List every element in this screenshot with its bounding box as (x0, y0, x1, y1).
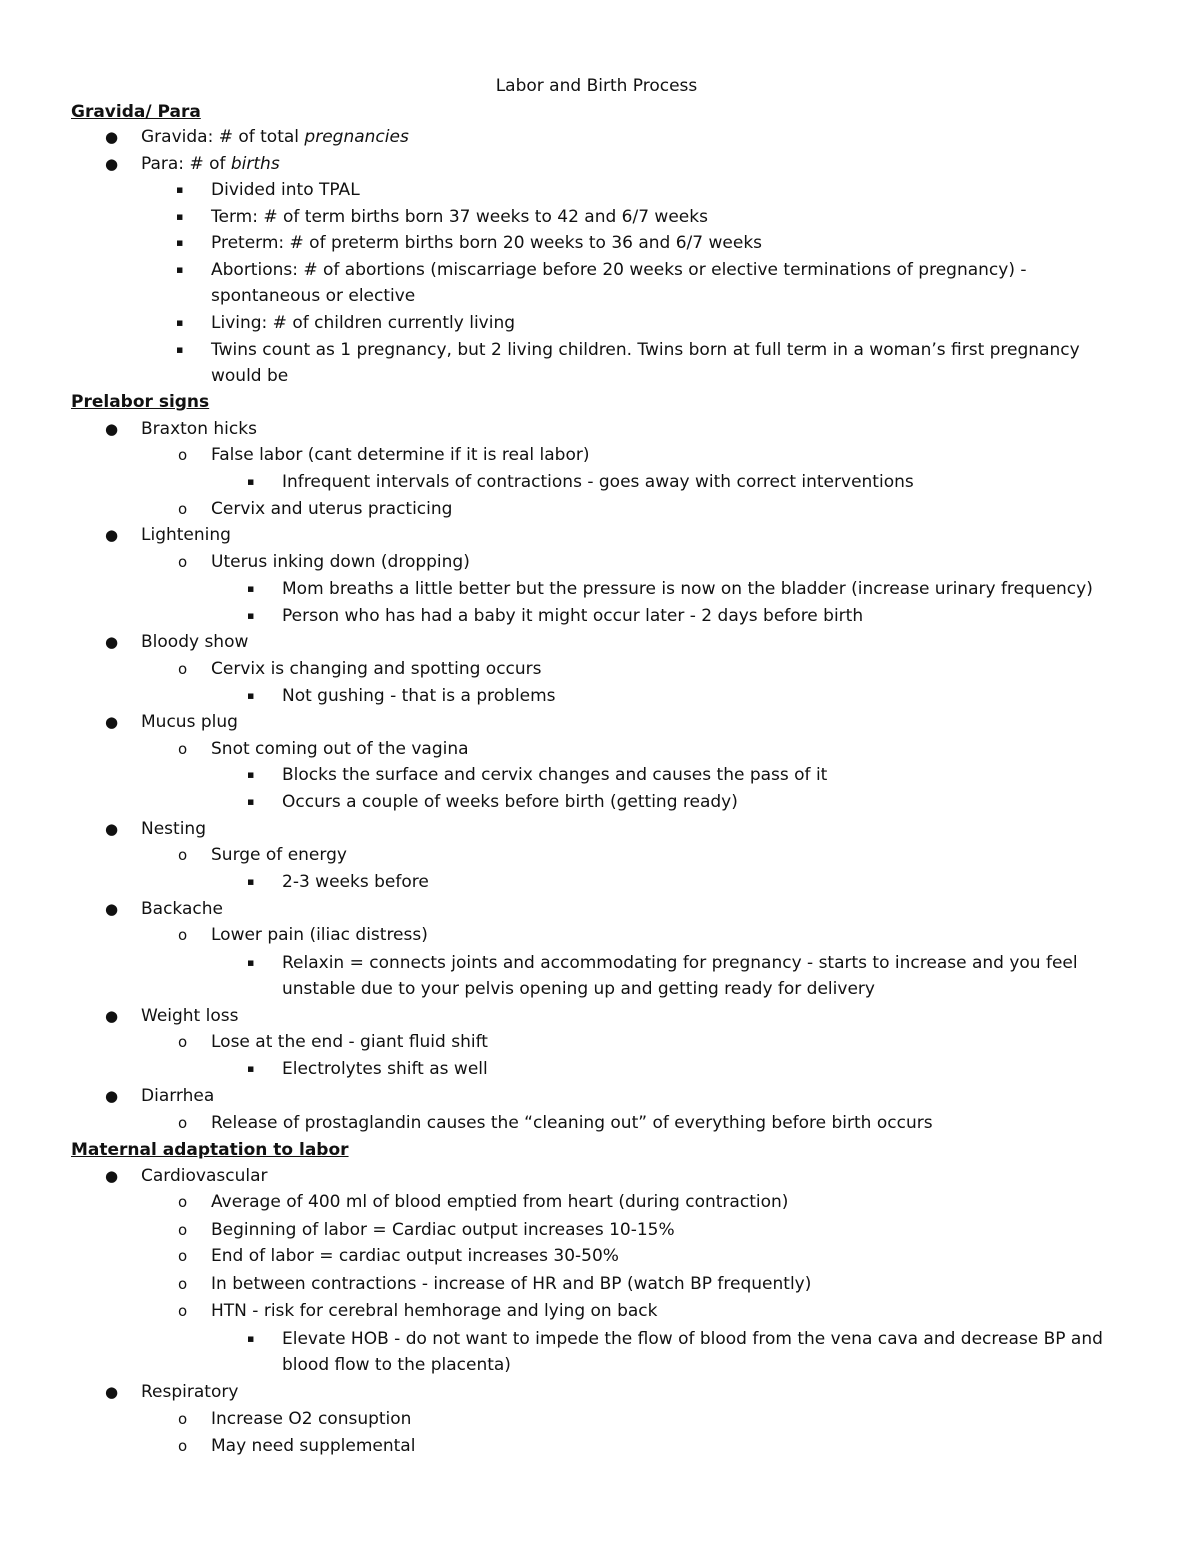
list-item: ● Nesting (141, 816, 206, 843)
bullet-marker: ● (105, 1383, 119, 1401)
circle-marker: o (178, 1275, 188, 1293)
circle-marker: o (178, 553, 188, 571)
list-item: ▪ Term: # of term births born 37 weeks to 42 and 6/7 weeks (211, 204, 708, 231)
list-item: o False labor (cant determine if it is real labor) (211, 442, 590, 469)
bullet-marker: ● (105, 420, 119, 438)
list-item: ● Bloody show (141, 629, 248, 656)
list-item: ● Braxton hicks (141, 416, 257, 443)
list-item: o Release of prostaglandin causes the “cleaning out” of everything before birth occurs (211, 1110, 933, 1137)
list-item: ● Cardiovascular (141, 1163, 267, 1190)
document-title: Labor and Birth Process (495, 76, 698, 96)
circle-marker: o (178, 1302, 188, 1320)
square-marker: ▪ (247, 689, 255, 702)
list-item: o Lower pain (iliac distress) (211, 922, 428, 949)
list-item: o Surge of energy (211, 842, 347, 869)
list-item: ● Gravida: # of total pregnancies (141, 124, 409, 151)
list-item-continued: unstable due to your pelvis opening up and getting ready for delivery (282, 979, 875, 999)
square-marker: ▪ (247, 475, 255, 488)
circle-marker: o (178, 1114, 188, 1132)
list-item: o End of labor = cardiac output increases 30-50% (211, 1243, 619, 1270)
list-item-continued: would be (211, 366, 289, 386)
square-marker: ▪ (176, 316, 184, 329)
list-item-continued: spontaneous or elective (211, 286, 416, 306)
bullet-marker: ● (105, 1087, 119, 1105)
list-item-continued: blood flow to the placenta) (282, 1355, 511, 1375)
circle-marker: o (178, 1410, 188, 1428)
bullet-marker: ● (105, 713, 119, 731)
list-item: ▪ Not gushing - that is a problems (282, 683, 556, 710)
circle-marker: o (178, 926, 188, 944)
bullet-marker: ● (105, 128, 119, 146)
circle-marker: o (178, 1221, 188, 1239)
list-item: ● Backache (141, 896, 223, 923)
list-item: ▪ Mom breaths a little better but the pressure is now on the bladder (increase urinary frequency) (282, 576, 1093, 603)
bullet-marker: ● (105, 633, 119, 651)
bullet-marker: ● (105, 820, 119, 838)
heading-maternal-adaptation: Maternal adaptation to labor (71, 1140, 349, 1160)
square-marker: ▪ (247, 795, 255, 808)
list-item: ● Mucus plug (141, 709, 238, 736)
bullet-marker: ● (105, 1167, 119, 1185)
list-item: ● Weight loss (141, 1003, 238, 1030)
list-item: o Increase O2 consuption (211, 1406, 411, 1433)
square-marker: ▪ (176, 343, 184, 356)
square-marker: ▪ (176, 236, 184, 249)
bullet-marker: ● (105, 526, 119, 544)
bullet-marker: ● (105, 900, 119, 918)
square-marker: ▪ (176, 183, 184, 196)
bullet-marker: ● (105, 1007, 119, 1025)
square-marker: ▪ (176, 210, 184, 223)
square-marker: ▪ (247, 1332, 255, 1345)
list-item: ▪ Living: # of children currently living (211, 310, 515, 337)
list-item: ▪ Person who has had a baby it might occur later - 2 days before birth (282, 603, 863, 630)
square-marker: ▪ (247, 875, 255, 888)
list-item: o Snot coming out of the vagina (211, 736, 469, 763)
list-item: ▪ Divided into TPAL (211, 177, 360, 204)
heading-prelabor-signs: Prelabor signs (71, 392, 210, 412)
list-item: o Uterus inking down (dropping) (211, 549, 470, 576)
list-item: ● Respiratory (141, 1379, 238, 1406)
square-marker: ▪ (247, 956, 255, 969)
circle-marker: o (178, 1193, 188, 1211)
circle-marker: o (178, 1437, 188, 1455)
list-item: o Cervix is changing and spotting occurs (211, 656, 542, 683)
list-item: ▪ 2-3 weeks before (282, 869, 429, 896)
list-item: o Lose at the end - giant fluid shift (211, 1029, 488, 1056)
circle-marker: o (178, 500, 188, 518)
list-item: ▪ Blocks the surface and cervix changes and causes the pass of it (282, 762, 827, 789)
list-item: ▪ Preterm: # of preterm births born 20 weeks to 36 and 6/7 weeks (211, 230, 762, 257)
circle-marker: o (178, 660, 188, 678)
list-item: o May need supplemental (211, 1433, 415, 1460)
square-marker: ▪ (247, 582, 255, 595)
list-item: ▪ Relaxin = connects joints and accommodating for pregnancy - starts to increase and you feel (282, 950, 1078, 977)
heading-gravida-para: Gravida/ Para (71, 102, 201, 122)
list-item: ● Diarrhea (141, 1083, 214, 1110)
circle-marker: o (178, 1033, 188, 1051)
square-marker: ▪ (247, 768, 255, 781)
square-marker: ▪ (176, 263, 184, 276)
circle-marker: o (178, 446, 188, 464)
list-item: ▪ Elevate HOB - do not want to impede the flow of blood from the vena cava and decrease BP and (282, 1326, 1103, 1353)
square-marker: ▪ (247, 1062, 255, 1075)
circle-marker: o (178, 846, 188, 864)
list-item: o Beginning of labor = Cardiac output increases 10-15% (211, 1217, 675, 1244)
square-marker: ▪ (247, 609, 255, 622)
list-item: o Average of 400 ml of blood emptied from heart (during contraction) (211, 1189, 788, 1216)
list-item: ● Para: # of births (141, 151, 280, 178)
circle-marker: o (178, 740, 188, 758)
circle-marker: o (178, 1247, 188, 1265)
list-item: ▪ Infrequent intervals of contractions - goes away with correct interventions (282, 469, 914, 496)
list-item: ● Lightening (141, 522, 231, 549)
list-item: ▪ Occurs a couple of weeks before birth (getting ready) (282, 789, 738, 816)
list-item: ▪ Abortions: # of abortions (miscarriage before 20 weeks or elective terminations of pregnancy) - (211, 257, 1027, 284)
bullet-marker: ● (105, 155, 119, 173)
list-item: o Cervix and uterus practicing (211, 496, 452, 523)
list-item: o HTN - risk for cerebral hemhorage and lying on back (211, 1298, 658, 1325)
list-item: ▪ Twins count as 1 pregnancy, but 2 living children. Twins born at full term in a woman’s first pregnancy (211, 337, 1080, 364)
list-item: o In between contractions - increase of HR and BP (watch BP frequently) (211, 1271, 811, 1298)
list-item: ▪ Electrolytes shift as well (282, 1056, 488, 1083)
